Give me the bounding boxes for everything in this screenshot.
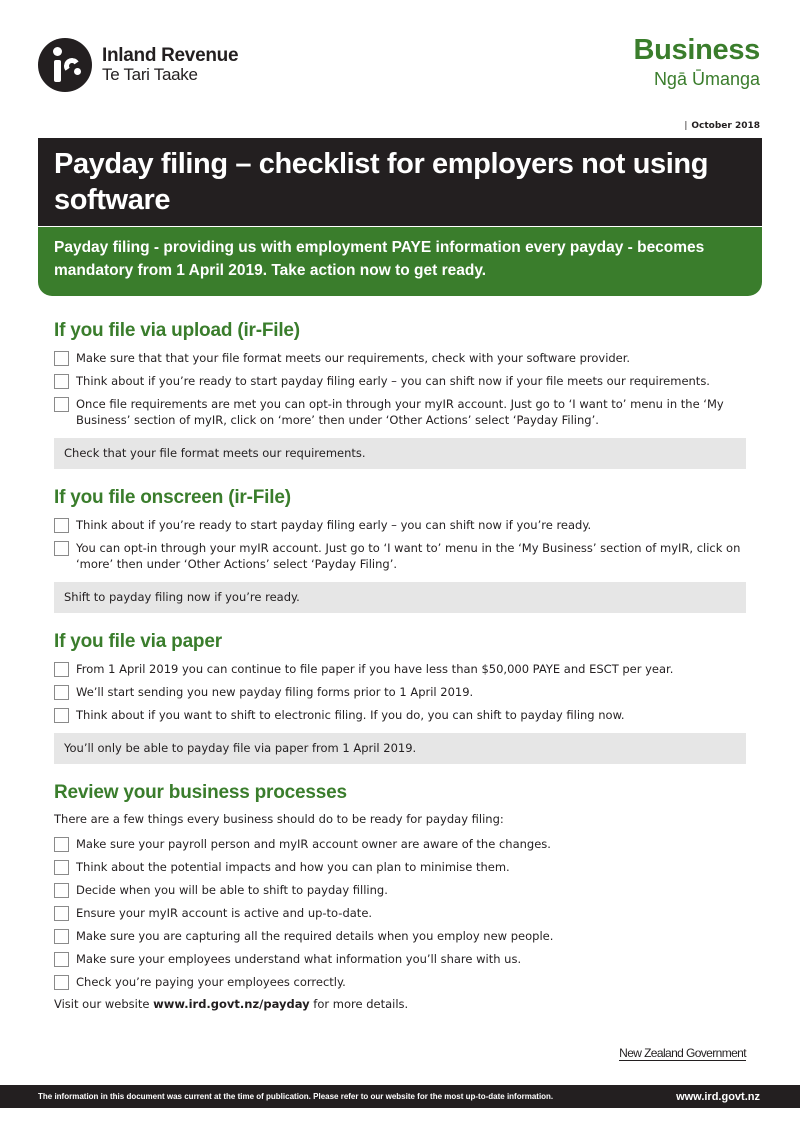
checklist-item [54, 540, 746, 572]
checkbox[interactable] [54, 708, 69, 723]
item-text: From 1 April 2019 you can continue to file paper if you have less than $50,000 PAYE and ESCT per year. [76, 662, 674, 676]
checkbox[interactable] [54, 374, 69, 389]
intro-banner [38, 227, 762, 296]
page-title: Payday filing – checklist for employers not using software [54, 148, 709, 216]
checklist-item [54, 905, 746, 921]
checklist-item [54, 350, 746, 366]
section-heading: If you file via paper [54, 631, 222, 652]
section-onscreen [54, 483, 746, 613]
website-link[interactable]: www.ird.govt.nz/payday [153, 997, 310, 1011]
date-text: October 2018 [691, 121, 760, 131]
brand-subtitle: Ngā Ūmanga [653, 69, 760, 89]
checklist-content [54, 316, 746, 1011]
checklist-item [54, 707, 746, 723]
section-note: You’ll only be able to payday file via paper from 1 April 2019. [54, 733, 746, 764]
inland-revenue-logo [38, 38, 238, 92]
checklist-item [54, 836, 746, 852]
checkbox[interactable] [54, 975, 69, 990]
checkbox[interactable] [54, 883, 69, 898]
item-text: Think about the potential impacts and how you can plan to minimise them. [76, 860, 510, 874]
banner-text: Payday filing - providing us with employment PAYE information every payday - becomes mandatory from 1 April 2019. Take action now to get ready. [54, 239, 705, 279]
ir-logo-icon [38, 38, 92, 92]
item-text: We’ll start sending you new payday filing forms prior to 1 April 2019. [76, 685, 474, 699]
checkbox[interactable] [54, 518, 69, 533]
checklist-item [54, 859, 746, 875]
section-intro: There are a few things every business should do to be ready for payday filing: [54, 812, 504, 826]
section-note: Check that your file format meets our requirements. [54, 438, 746, 469]
checkbox[interactable] [54, 952, 69, 967]
checkbox[interactable] [54, 662, 69, 677]
item-text: Decide when you will be able to shift to payday filling. [76, 883, 388, 897]
section-review [54, 778, 746, 1011]
checkbox[interactable] [54, 837, 69, 852]
item-text: Make sure you are capturing all the required details when you employ new people. [76, 929, 554, 943]
brand [633, 34, 760, 90]
item-text: Think about if you’re ready to start payday filing early – you can shift now if you’re ready. [76, 518, 592, 532]
item-text: Think about if you’re ready to start payday filing early – you can shift now if your file meets our requirements. [76, 374, 710, 388]
item-text: Make sure your employees understand what information you’ll share with us. [76, 952, 522, 966]
footer-website-link[interactable]: www.ird.govt.nz [676, 1090, 760, 1103]
header [0, 0, 800, 140]
section-heading: If you file via upload (ir-File) [54, 320, 300, 341]
checklist-item [54, 684, 746, 700]
footer [0, 1085, 800, 1108]
logo-name: Inland Revenue [102, 45, 239, 67]
checkbox[interactable] [54, 685, 69, 700]
nz-government-logo: New Zealand Government [619, 1046, 746, 1060]
item-text: Once file requirements are met you can opt-in through your myIR account. Just go to ‘I want to’ menu in the ‘My Business’ section of myIR, click on ‘more’ then under ‘Other Actions’ select ‘Payday Filing’. [76, 397, 724, 427]
item-text: Make sure that that your file format meets our requirements, check with your software provider. [76, 351, 631, 365]
checklist-item [54, 928, 746, 944]
item-text: Think about if you want to shift to electronic filing. If you do, you can shift to payday filing now. [76, 708, 625, 722]
section-heading: Review your business processes [54, 782, 347, 803]
checklist-item [54, 373, 746, 389]
checkbox[interactable] [54, 541, 69, 556]
checklist-item [54, 517, 746, 533]
checklist-item [54, 882, 746, 898]
section-upload [54, 316, 746, 469]
visit-prefix: Visit our website [54, 997, 154, 1011]
brand-title: Business [633, 34, 760, 66]
checkbox[interactable] [54, 860, 69, 875]
publication-date [684, 121, 760, 131]
visit-website-text [54, 997, 746, 1011]
checkbox[interactable] [54, 906, 69, 921]
section-paper [54, 627, 746, 764]
logo-subtitle: Te Tari Taake [102, 65, 198, 85]
date-separator: | [684, 121, 688, 131]
title-block [38, 138, 762, 226]
checklist-item [54, 396, 746, 428]
checkbox[interactable] [54, 929, 69, 944]
footer-disclaimer: The information in this document was current at the time of publication. Please refer to our website for the most up-to-date information. [38, 1092, 554, 1101]
item-text: Make sure your payroll person and myIR account owner are aware of the changes. [76, 837, 551, 851]
section-heading: If you file onscreen (ir-File) [54, 487, 291, 508]
item-text: Check you’re paying your employees correctly. [76, 975, 346, 989]
checkbox[interactable] [54, 351, 69, 366]
item-text: You can opt-in through your myIR account. Just go to ‘I want to’ menu in the ‘My Business’ section of myIR, click on ‘more’ then under ‘Other Actions’ select ‘Payday Filing’. [76, 541, 741, 571]
visit-suffix: for more details. [309, 997, 409, 1011]
item-text: Ensure your myIR account is active and up-to-date. [76, 906, 373, 920]
checklist-item [54, 974, 746, 990]
checklist-item [54, 951, 746, 967]
checkbox[interactable] [54, 397, 69, 412]
section-note: Shift to payday filing now if you’re ready. [54, 582, 746, 613]
checklist-item [54, 661, 746, 677]
